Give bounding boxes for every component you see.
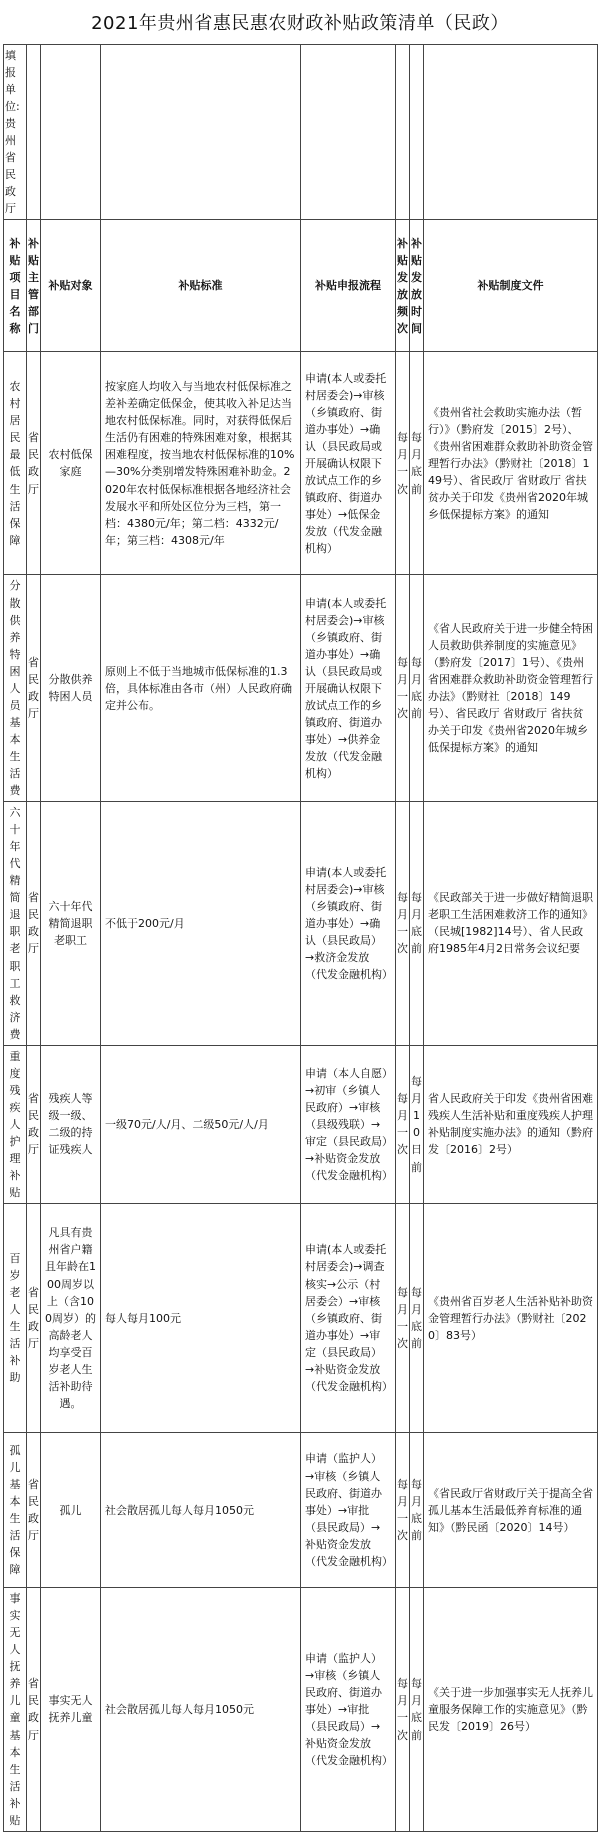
cell-standard: 每人每月100元 xyxy=(101,1204,301,1433)
table-row xyxy=(4,1204,598,1433)
policy-table xyxy=(3,44,598,1832)
cell-standard: 社会散居孤儿每人每月1050元 xyxy=(101,1588,301,1832)
filler-label: 填报单位:贵州省民政厅 xyxy=(4,45,27,220)
cell-docs: 省人民政府关于印发《贵州省困难残疾人生活补贴和重度残疾人护理补贴制度实施办法》的通知（黔府发〔2016〕2号） xyxy=(424,1045,598,1203)
cell-standard: 不低于200元/月 xyxy=(101,802,301,1046)
header-frequency: 补贴发放频次 xyxy=(396,220,410,352)
cell-standard: 社会散居孤儿每人每月1050元 xyxy=(101,1433,301,1588)
filler-cell xyxy=(410,45,424,220)
cell-standard: 按家庭人均收入与当地农村低保标准之差补差确定低保金，使其收入补足达当地农村低保标准。同时，对获得低保后生活仍有困难的特殊困难对象，根据其困难程度，按当地农村低保标准的10%—30%分类别增发特殊困难补助金。2020年农村低保标准根据各地经济社会发展水平和所处区位分为三档，第一档：4380元/年；第二档：4332元/年；第三档：4308元/年 xyxy=(101,352,301,575)
cell-docs: 《关于进一步加强事实无人抚养儿童服务保障工作的实施意见》（黔民发〔2019〕26号） xyxy=(424,1588,598,1832)
table-row xyxy=(4,1045,598,1203)
header-docs: 补贴制度文件 xyxy=(424,220,598,352)
cell-target: 残疾人等级一级、二级的持证残疾人 xyxy=(41,1045,101,1203)
cell-dept: 省民政厅 xyxy=(27,575,41,802)
cell-docs: 《贵州省社会救助实施办法（暂行）》（黔府发〔2015〕2号）、《贵州省困难群众救助补助资金管理暂行办法》（黔财社〔2018〕149号）、省民政厅 省财政厅 省扶贫办关于印发《贵州省2020年城乡低保提标方案》的通知 xyxy=(424,352,598,575)
header-process: 补贴申报流程 xyxy=(301,220,396,352)
cell-process: 申请(本人或委托村居委会)→审核（乡镇政府、街道办事处）→确认（县民政局或开展确认权限下放试点工作的乡镇政府、街道办事处）→供养金发放（代发金融机构） xyxy=(301,575,396,802)
cell-standard: 一级70元/人/月、二级50元/人/月 xyxy=(101,1045,301,1203)
cell-project: 六十年代精简退职老职工救济费 xyxy=(4,802,27,1046)
cell-project: 重度残疾人护理补贴 xyxy=(4,1045,27,1203)
cell-project: 百岁老人生活补助 xyxy=(4,1204,27,1433)
table-row xyxy=(4,352,598,575)
cell-frequency: 每月一次 xyxy=(396,1045,410,1203)
filler-cell xyxy=(27,45,41,220)
cell-target: 凡具有贵州省户籍且年龄在100周岁以上（含100周岁）的高龄老人均享受百岁老人生活补助待遇。 xyxy=(41,1204,101,1433)
cell-process: 申请(本人或委托村居委会)→调查核实→公示（村居委会）→审核（乡镇政府、街道办事处）→审定（县民政局）→补贴资金发放（代发金融机构） xyxy=(301,1204,396,1433)
cell-frequency: 每月一次 xyxy=(396,1204,410,1433)
cell-dept: 省民政厅 xyxy=(27,802,41,1046)
cell-target: 六十年代精简退职老职工 xyxy=(41,802,101,1046)
cell-target: 分散供养特困人员 xyxy=(41,575,101,802)
cell-target: 孤儿 xyxy=(41,1433,101,1588)
header-time: 补贴发放时间 xyxy=(410,220,424,352)
header-project: 补贴项目名称 xyxy=(4,220,27,352)
cell-process: 申请(本人或委托村居委会)→审核（乡镇政府、街道办事处）→确认（县民政局或开展确认权限下放试点工作的乡镇政府、街道办事处）→低保金发放（代发金融机构） xyxy=(301,352,396,575)
page-title: 2021年贵州省惠民惠农财政补贴政策清单（民政） xyxy=(91,13,509,34)
cell-project: 分散供养特困人员基本生活费 xyxy=(4,575,27,802)
table-row xyxy=(4,1588,598,1832)
cell-process: 申请（监护人）→审核（乡镇人民政府、街道办事处）→审批（县民政局）→补贴资金发放（代发金融机构） xyxy=(301,1588,396,1832)
cell-frequency: 每月一次 xyxy=(396,1588,410,1832)
cell-dept: 省民政厅 xyxy=(27,1204,41,1433)
cell-process: 申请（监护人）→审核（乡镇人民政府、街道办事处）→审批（县民政局）→补贴资金发放（代发金融机构） xyxy=(301,1433,396,1588)
cell-frequency: 每月一次 xyxy=(396,1433,410,1588)
cell-project: 农村居民最低生活保障 xyxy=(4,352,27,575)
cell-time: 每月底前 xyxy=(410,1204,424,1433)
table-row xyxy=(4,1433,598,1588)
header-dept: 补贴主管部门 xyxy=(27,220,41,352)
cell-time: 每月底前 xyxy=(410,802,424,1046)
cell-time: 每月10日前 xyxy=(410,1045,424,1203)
cell-target: 农村低保家庭 xyxy=(41,352,101,575)
filler-cell xyxy=(396,45,410,220)
cell-standard: 原则上不低于当地城市低保标准的1.3倍，具体标准由各市（州）人民政府确定并公布。 xyxy=(101,575,301,802)
filler-cell xyxy=(424,45,598,220)
cell-frequency: 每月一次 xyxy=(396,352,410,575)
cell-dept: 省民政厅 xyxy=(27,352,41,575)
cell-docs: 《省民政厅省财政厅关于提高全省孤儿基本生活最低养育标准的通知》（黔民函〔2020〕14号） xyxy=(424,1433,598,1588)
cell-time: 每月底前 xyxy=(410,1588,424,1832)
cell-time: 每月底前 xyxy=(410,575,424,802)
cell-time: 每月底前 xyxy=(410,1433,424,1588)
cell-time: 每月底前 xyxy=(410,352,424,575)
table-row xyxy=(4,575,598,802)
table-row xyxy=(4,802,598,1046)
filler-cell xyxy=(41,45,101,220)
cell-dept: 省民政厅 xyxy=(27,1588,41,1832)
cell-dept: 省民政厅 xyxy=(27,1045,41,1203)
cell-docs: 《民政部关于进一步做好精简退职老职工生活困难救济工作的通知》（民城[1982]14号）、省人民政府1985年4月2日常务会议纪要 xyxy=(424,802,598,1046)
cell-process: 申请(本人或委托村居委会)→审核（乡镇政府、街道办事处）→确认（县民政局）→救济金发放（代发金融机构） xyxy=(301,802,396,1046)
cell-docs: 《省人民政府关于进一步健全特困人员救助供养制度的实施意见》（黔府发〔2017〕1号）、《贵州省困难群众救助补助资金管理暂行办法》（黔财社〔2018〕149号）、省民政厅 省财政厅 省扶贫办关于印发《贵州省2020年城乡低保提标方案》的通知 xyxy=(424,575,598,802)
filler-row xyxy=(4,45,598,220)
filler-cell xyxy=(301,45,396,220)
header-target: 补贴对象 xyxy=(41,220,101,352)
cell-docs: 《贵州省百岁老人生活补贴补助资金管理暂行办法》（黔财社〔2020〕83号） xyxy=(424,1204,598,1433)
cell-target: 事实无人抚养儿童 xyxy=(41,1588,101,1832)
cell-frequency: 每月一次 xyxy=(396,575,410,802)
filler-cell xyxy=(101,45,301,220)
cell-process: 申请（本人自愿）→初审（乡镇人民政府）→审核（县级残联）→审定（县民政局）→补贴资金发放（代发金融机构） xyxy=(301,1045,396,1203)
cell-frequency: 每月一次 xyxy=(396,802,410,1046)
cell-project: 孤儿基本生活保障 xyxy=(4,1433,27,1588)
header-standard: 补贴标准 xyxy=(101,220,301,352)
header-row xyxy=(4,220,598,352)
cell-dept: 省民政厅 xyxy=(27,1433,41,1588)
cell-project: 事实无人抚养儿童基本生活补贴 xyxy=(4,1588,27,1832)
